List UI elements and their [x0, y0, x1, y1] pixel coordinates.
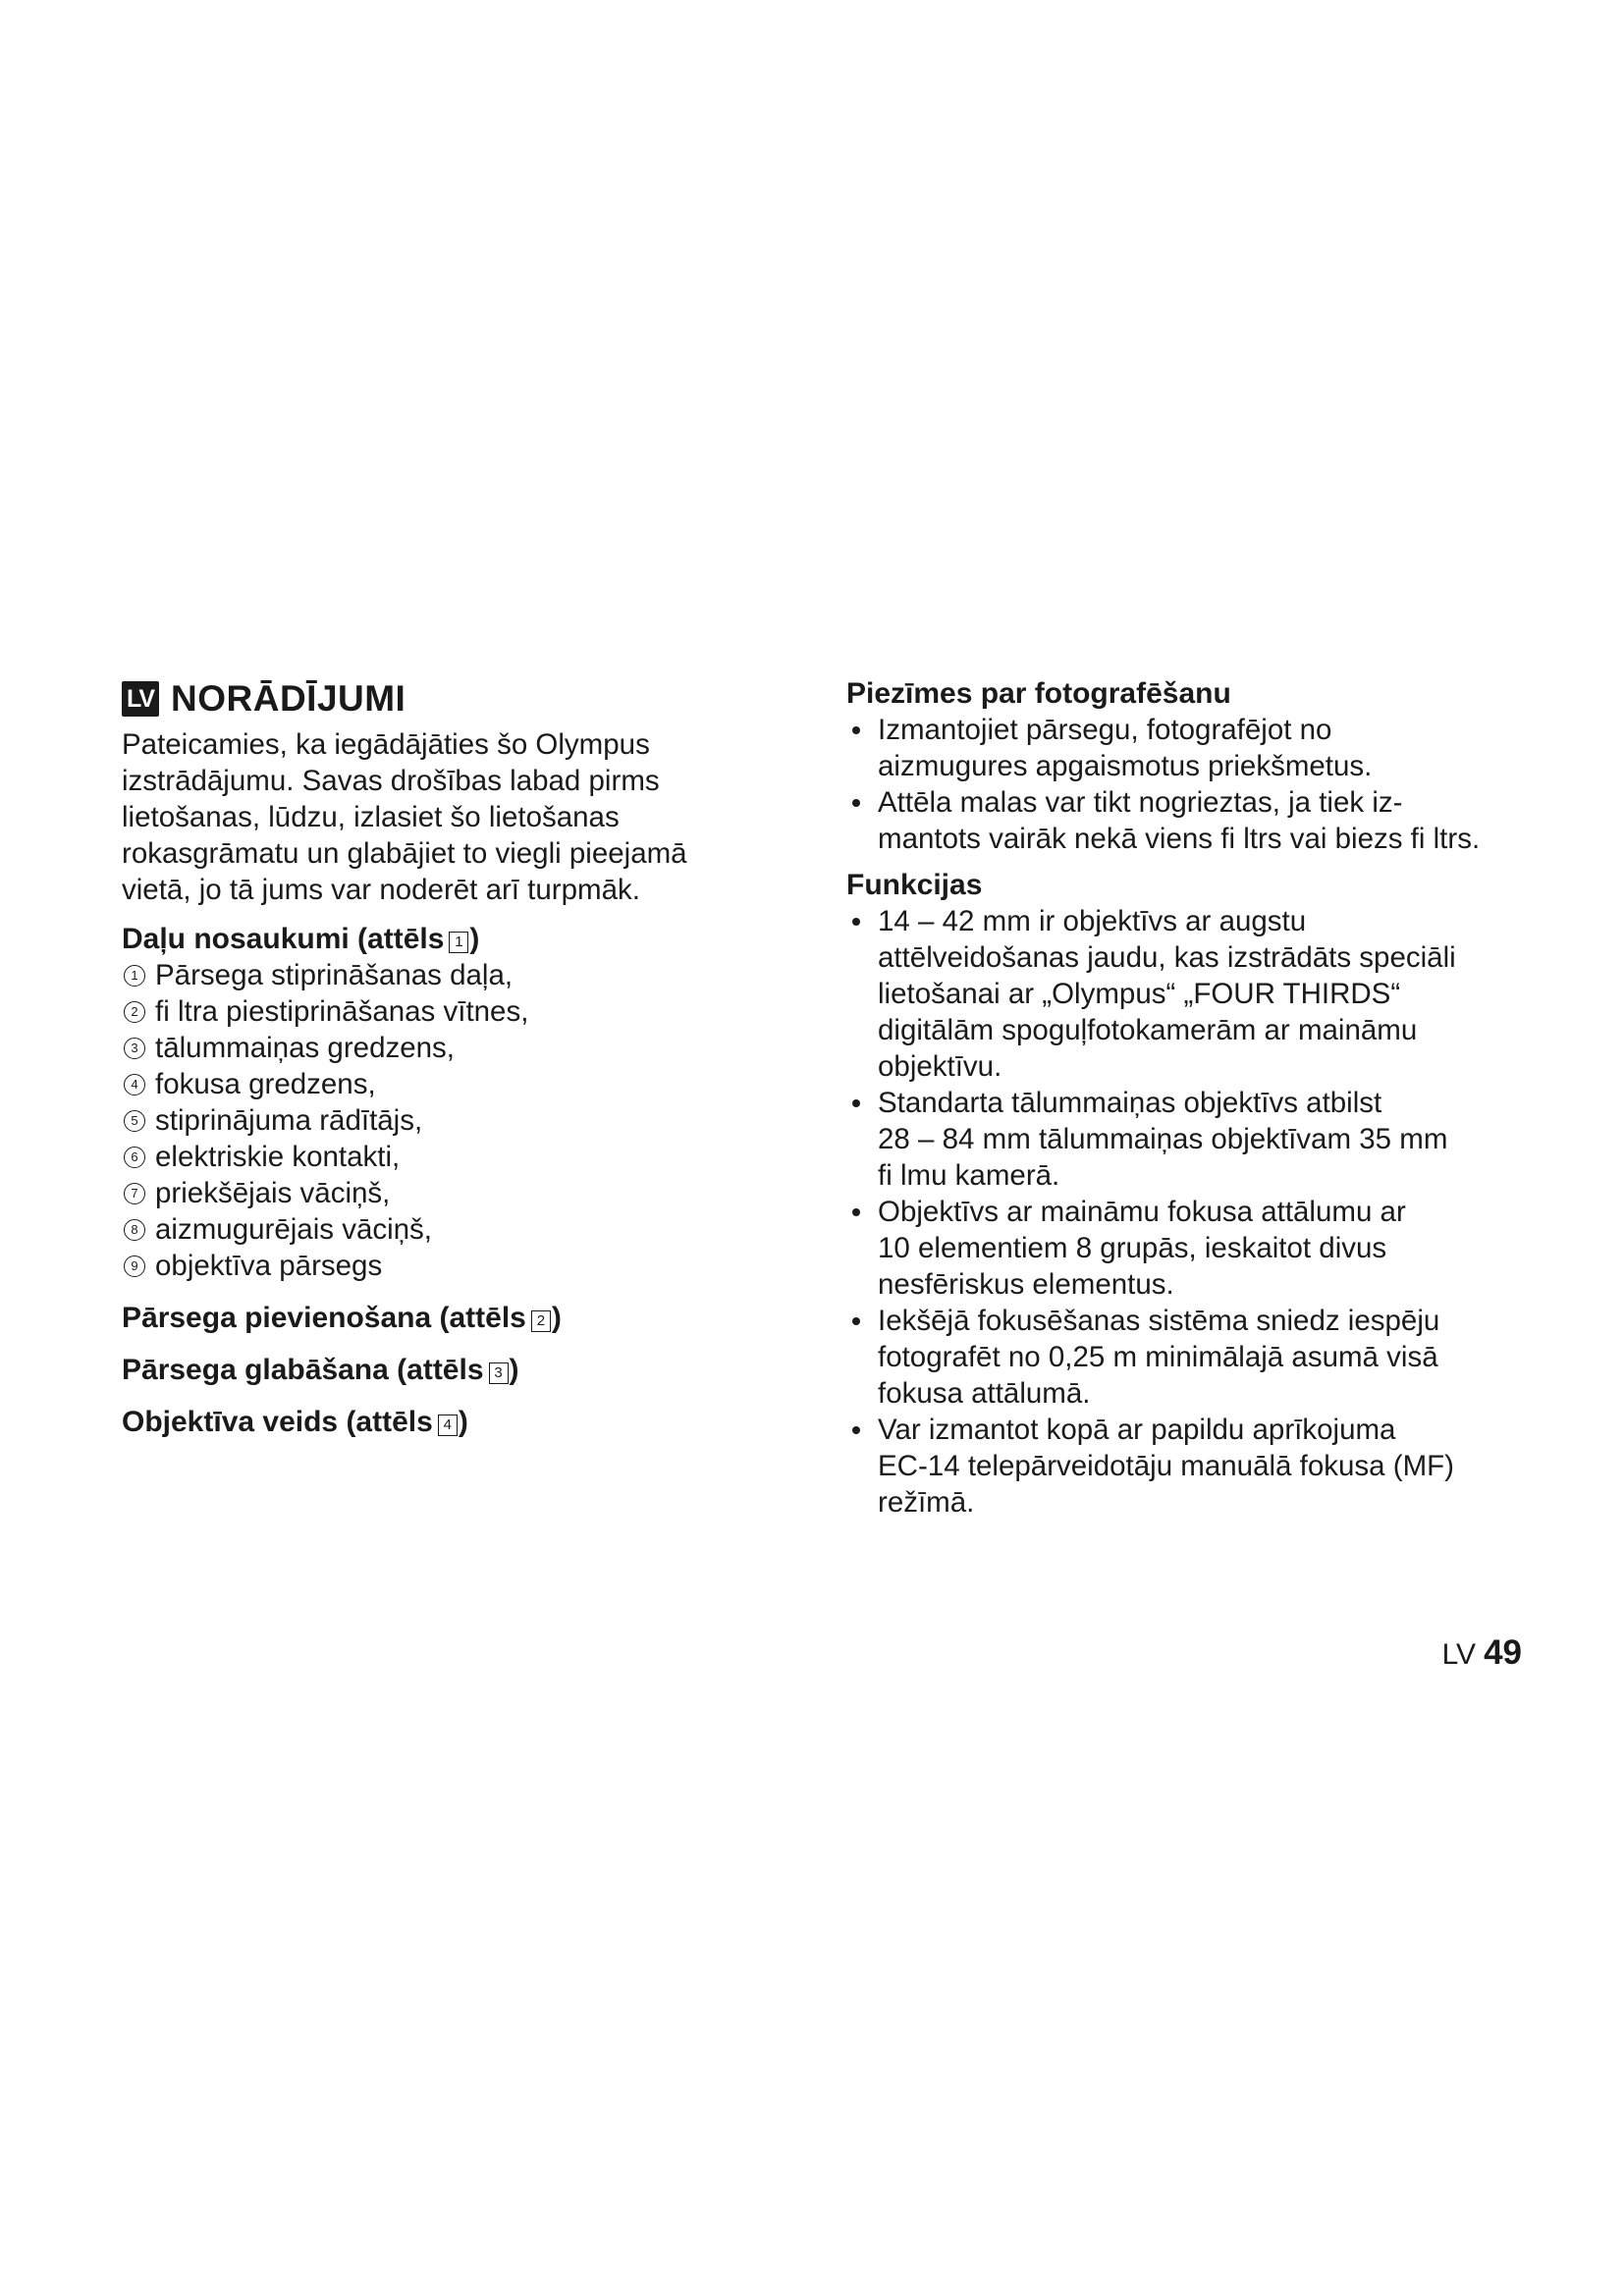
- circled-number-icon: 9: [124, 1255, 145, 1277]
- bullet-line: Var izmantot kopā ar papildu aprīkojuma: [878, 1414, 1396, 1446]
- circled-number-icon: 5: [124, 1110, 145, 1132]
- bullet-line: 28 – 84 mm tālummaiņas objektīvam 35 mm: [878, 1123, 1448, 1155]
- bullet-line: EC-14 telepārveidotāju manuālā fokusa (MF): [878, 1450, 1455, 1482]
- bullet-line: 10 elementiem 8 grupās, ieskaitot divus: [878, 1232, 1387, 1264]
- part-label: elektriskie kontakti,: [155, 1141, 401, 1173]
- lens-type-heading-close: ): [458, 1406, 468, 1438]
- list-item: [122, 993, 760, 1030]
- intro-line: lietošanas, lūdzu, izlasiet šo lietošanas: [122, 801, 620, 833]
- bullet-line: Standarta tālummaiņas objektīvs atbilst: [878, 1087, 1382, 1119]
- intro-line: Pateicamies, ka iegādājāties šo Olympus: [122, 728, 650, 761]
- bullet-line: režīmā.: [878, 1486, 975, 1519]
- parts-list: [122, 957, 760, 1284]
- shooting-notes-list: [846, 712, 1534, 857]
- bullet-line: fokusa attālumā.: [878, 1377, 1091, 1410]
- circled-number-icon: 2: [124, 1001, 145, 1023]
- part-label: Pārsega stiprināšanas daļa,: [155, 959, 514, 991]
- bullet-line: mantots vairāk nekā viens fi ltrs vai biezs fi ltrs.: [878, 823, 1481, 855]
- circled-number-icon: 7: [124, 1183, 145, 1204]
- list-item: [846, 1085, 1534, 1194]
- list-item: [122, 1139, 760, 1175]
- figure-ref-icon: 3: [489, 1362, 509, 1384]
- list-item: [846, 903, 1534, 1085]
- bullet-line: aizmugures apgaismotus priekšmetus.: [878, 750, 1373, 782]
- circled-number-icon: 4: [124, 1074, 145, 1095]
- bullet-line: Iekšējā fokusēšanas sistēma sniedz iespēju: [878, 1305, 1440, 1337]
- figure-ref-icon: 2: [531, 1310, 551, 1332]
- list-item: [122, 957, 760, 993]
- functions-heading: Funkcijas: [846, 869, 983, 901]
- circled-number-icon: 3: [124, 1038, 145, 1059]
- right-column: [846, 675, 1534, 1521]
- part-label: priekšējais vāciņš,: [155, 1177, 391, 1209]
- bullet-line: attēlveidošanas jaudu, kas izstrādāts speciāli: [878, 941, 1456, 974]
- intro-paragraph: [122, 726, 760, 908]
- list-item: [846, 1194, 1534, 1303]
- parts-heading-close: ): [469, 923, 480, 955]
- part-label: stiprinājuma rādītājs,: [155, 1104, 423, 1137]
- list-item: [122, 1211, 760, 1248]
- parts-heading: [122, 921, 760, 957]
- part-label: aizmugurējais vāciņš,: [155, 1213, 433, 1246]
- bullet-line: Objektīvs ar maināmu fokusa attālumu ar: [878, 1196, 1406, 1228]
- bullet-line: fi lmu kamerā.: [878, 1159, 1060, 1192]
- hood-storage-heading-text: Pārsega glabāšana (attēls: [122, 1354, 484, 1386]
- intro-line: izstrādājumu. Savas drošības labad pirms: [122, 765, 660, 797]
- bullet-line: 14 – 42 mm ir objektīvs ar augstu: [878, 905, 1307, 937]
- part-label: fokusa gredzens,: [155, 1068, 376, 1100]
- functions-list: [846, 903, 1534, 1521]
- hood-attach-heading-text: Pārsega pievienošana (attēls: [122, 1302, 526, 1334]
- lens-type-heading-text: Objektīva veids (attēls: [122, 1406, 433, 1438]
- section-title: [122, 675, 760, 722]
- circled-number-icon: 8: [124, 1219, 145, 1241]
- list-item: [846, 1303, 1534, 1412]
- intro-line: rokasgrāmatu un glabājiet to viegli pieejamā: [122, 837, 687, 870]
- hood-attach-heading: [122, 1300, 760, 1336]
- bullet-line: fotografēt no 0,25 m minimālajā asumā visā: [878, 1341, 1438, 1373]
- footer-language: LV: [1441, 1638, 1477, 1671]
- list-item: [122, 1066, 760, 1102]
- figure-ref-icon: 1: [449, 932, 468, 953]
- language-badge: LV: [122, 681, 159, 717]
- parts-heading-text: Daļu nosaukumi (attēls: [122, 923, 445, 955]
- hood-storage-heading-close: ): [509, 1354, 519, 1386]
- circled-number-icon: 1: [124, 965, 145, 987]
- bullet-line: digitālām spoguļfotokamerām ar maināmu: [878, 1014, 1418, 1046]
- list-item: [122, 1248, 760, 1284]
- list-item: [846, 784, 1534, 857]
- part-label: objektīva pārsegs: [155, 1250, 383, 1282]
- circled-number-icon: 6: [124, 1147, 145, 1168]
- list-item: [122, 1175, 760, 1211]
- part-label: tālummaiņas gredzens,: [155, 1032, 455, 1064]
- bullet-line: Attēla malas var tikt nogrieztas, ja tiek iz-: [878, 786, 1403, 819]
- part-label: fi ltra piestiprināšanas vītnes,: [155, 995, 529, 1028]
- hood-storage-heading: [122, 1352, 760, 1388]
- bullet-line: Izmantojiet pārsegu, fotografējot no: [878, 714, 1332, 746]
- hood-attach-heading-close: ): [551, 1302, 562, 1334]
- page-footer: [1442, 1633, 1522, 1673]
- list-item: [122, 1102, 760, 1139]
- page-number: 49: [1484, 1633, 1522, 1672]
- bullet-line: nesfēriskus elementus.: [878, 1268, 1174, 1301]
- list-item: [122, 1030, 760, 1066]
- left-column: [122, 675, 760, 1440]
- bullet-line: lietošanai ar „Olympus“ „FOUR THIRDS“: [878, 978, 1401, 1010]
- shooting-notes-heading: Piezīmes par fotografēšanu: [846, 677, 1231, 710]
- list-item: [846, 712, 1534, 784]
- list-item: [846, 1412, 1534, 1521]
- intro-line: vietā, jo tā jums var noderēt arī turpmāk.: [122, 874, 640, 906]
- page-title: NORĀDĪJUMI: [171, 678, 406, 719]
- figure-ref-icon: 4: [438, 1415, 458, 1436]
- bullet-line: objektīvu.: [878, 1050, 1002, 1083]
- lens-type-heading: [122, 1404, 760, 1440]
